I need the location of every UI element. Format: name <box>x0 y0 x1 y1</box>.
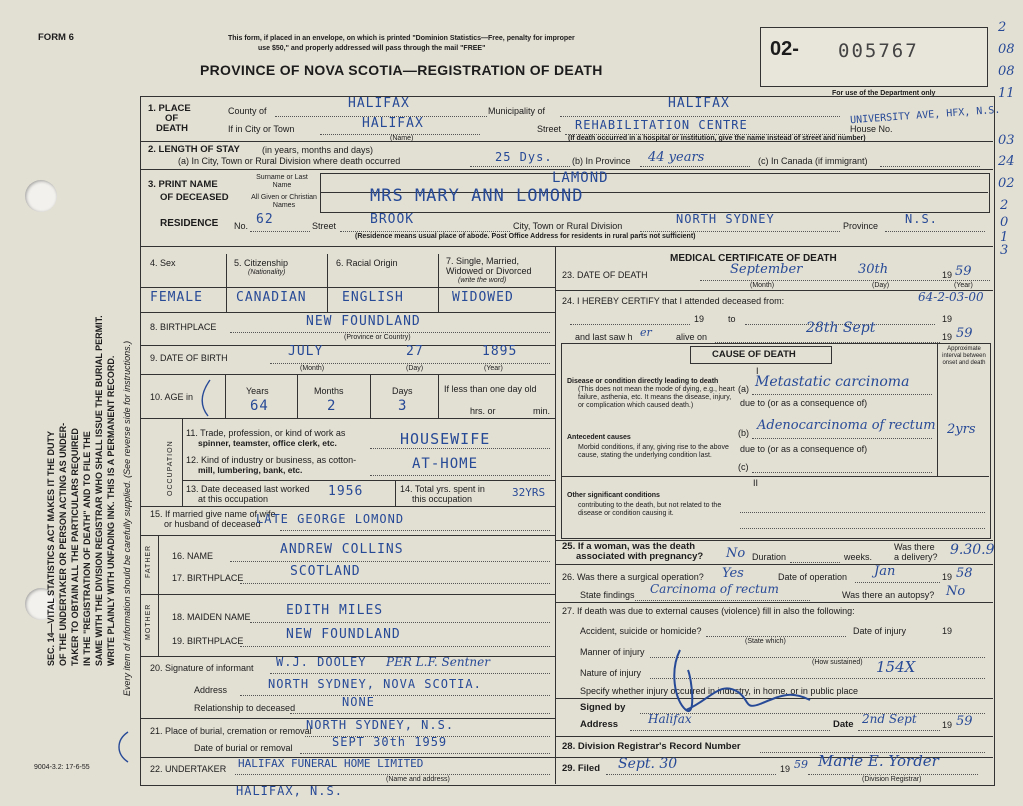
county-value: HALIFAX <box>348 96 410 111</box>
father-name: ANDREW COLLINS <box>280 542 404 557</box>
other-conditions-label: Other significant conditions <box>567 492 660 499</box>
code-7: 02 <box>998 176 1015 191</box>
race-label: 6. Racial Origin <box>336 258 398 268</box>
pencil-mark-bottom <box>112 728 136 768</box>
cause-roman-i: I <box>756 366 759 376</box>
occ-11-value: HOUSEWIFE <box>400 430 491 448</box>
dob-day: 27 <box>406 344 424 359</box>
dob-label: 9. DATE OF BIRTH <box>150 353 228 363</box>
relationship-value: NONE <box>342 695 375 709</box>
side-text-4: IN THE "REGISTRATION OF DEATH" AND TO FILE THE <box>82 431 92 666</box>
burial-date-label: Date of burial or removal <box>194 743 293 753</box>
form-title: PROVINCE OF NOVA SCOTIA—REGISTRATION OF DEATH <box>200 62 603 78</box>
code-5: 03 <box>998 133 1015 148</box>
disease-note: (This does not mean the mode of dying, e.g., heart failure, asthenia, etc. It means the disease, injury, or complication which caused death.) <box>578 386 735 409</box>
accident-label: Accident, suicide or homicide? <box>580 626 702 636</box>
filed-label: 29. Filed <box>562 763 601 774</box>
marital-label-1: 7. Single, Married, <box>446 256 520 266</box>
side-text-7: Every item of information should be carefully supplied. (See reverse side for instructions.) <box>122 340 132 696</box>
municipality-value: HALIFAX <box>668 96 730 111</box>
residence-street-label: Street <box>312 221 337 231</box>
residence-no-label: No. <box>234 221 249 231</box>
due-to-1: due to (or as a consequence of) <box>740 398 868 408</box>
external-causes-label: 27. If death was due to external causes (violence) fill in also the following: <box>562 606 855 616</box>
death-month-caption: (Month) <box>750 282 775 289</box>
registrar-signature: Marie E. Yorder <box>818 752 939 770</box>
undertaker-sub: (Name and address) <box>386 776 450 783</box>
age-years: 64 <box>250 398 269 414</box>
mother-birthplace-label: 19. BIRTHPLACE <box>172 636 244 646</box>
due-to-2: due to (or as a consequence of) <box>740 444 868 454</box>
residence-no: 62 <box>256 212 274 227</box>
residence-province-label: Province <box>843 221 879 231</box>
s2-a-label: (a) In City, Town or Rural Division where death occurred <box>178 156 401 166</box>
dob-year: 1895 <box>482 344 518 359</box>
citizenship-sub: (Nationality) <box>248 269 286 276</box>
cause-roman-ii: II <box>753 478 759 488</box>
age-days: 3 <box>398 398 408 414</box>
side-text-2: OF THE UNDERTAKER OR PERSON ACTING AS UNDER- <box>58 422 68 666</box>
burial-place: NORTH SYDNEY, N.S. <box>306 718 455 732</box>
dob-month: JULY <box>288 344 324 359</box>
dob-month-caption: (Month) <box>300 365 325 372</box>
pregnancy-value: No <box>726 546 746 561</box>
injury-19: 19 <box>942 626 953 636</box>
s2-c-label: (c) In Canada (if immigrant) <box>758 156 868 166</box>
s3-label-2: OF DECEASED <box>160 192 229 203</box>
occ-12-a: 12. Kind of industry or business, as cotton- <box>186 455 357 465</box>
side-text-5: SAME WITH THE DIVISION REGISTRAR WHO SHALL ISSUE THE BURIAL PERMIT. <box>94 315 104 666</box>
address-label: Address <box>580 719 619 730</box>
informant-label: 20. Signature of informant <box>150 663 254 673</box>
relationship-label: Relationship to deceased <box>194 703 296 713</box>
surgery-year: 58 <box>956 566 973 581</box>
antecedent-label: Antecedent causes <box>567 434 631 441</box>
physician-signature <box>640 640 840 720</box>
registration-number: 005767 <box>838 40 919 62</box>
surgery-date: Jan <box>874 564 896 579</box>
min-label: min. <box>533 406 551 416</box>
manner-label: Manner of injury <box>580 647 645 657</box>
spouse-label-2: or husband of deceased <box>164 519 261 529</box>
code-6: 24 <box>998 154 1015 169</box>
age-months-header: Months <box>314 386 344 396</box>
name-value: MRS MARY ANN LOMOND <box>370 186 584 206</box>
signed-by-label: Signed by <box>580 702 626 713</box>
nature-code: 154X <box>876 658 916 676</box>
surname-label: Surname or Last Name <box>256 174 308 189</box>
marital-label-3: (write the word) <box>458 277 507 284</box>
occ-13-value: 1956 <box>328 484 364 499</box>
filed-19: 19 <box>780 764 791 774</box>
code-9: 0 <box>1000 215 1009 230</box>
mother-name: EDITH MILES <box>286 603 384 618</box>
code-8: 2 <box>1000 198 1009 213</box>
accident-sub: (State which) <box>745 638 786 645</box>
cause-b-value: Adenocarcinoma of rectum <box>757 418 936 433</box>
city-name-caption: (Name) <box>390 135 414 142</box>
interval-header: Approximate interval between onset and death <box>942 346 986 366</box>
surgery-19: 19 <box>942 572 953 582</box>
residence-city-label: City, Town or Rural Division <box>513 221 623 231</box>
s1-label-2: OF <box>165 113 179 124</box>
code-11: 3 <box>1000 243 1009 258</box>
code-1: 2 <box>998 20 1007 35</box>
other-conditions-note: contributing to the death, but not related to the disease or condition causing it. <box>578 502 722 517</box>
date-of-death-month: September <box>730 262 803 277</box>
date-of-death-19: 19 <box>942 270 953 280</box>
certify-code: 64-2-03-00 <box>918 290 984 304</box>
date-of-death-day: 30th <box>858 262 889 277</box>
occ-12-value: AT-HOME <box>412 456 479 472</box>
s3-label-1: 3. PRINT NAME <box>148 179 218 190</box>
residence-note: (Residence means usual place of abode. Post Office Address for residents in rural parts not sufficient) <box>355 233 696 240</box>
marital-value: WIDOWED <box>452 290 514 305</box>
undertaker-value: HALIFAX FUNERAL HOME LIMITED <box>238 757 424 770</box>
code-4: 11 <box>998 86 1015 101</box>
pencil-mark-top <box>196 376 220 436</box>
delivery-label-2: a delivery? <box>894 552 938 562</box>
street-label: Street <box>537 124 562 134</box>
occupation-side-label: OCCUPATION <box>167 440 174 496</box>
street-value: REHABILITATION CENTRE <box>575 118 748 132</box>
mother-side-label: MOTHER <box>145 603 152 640</box>
postage-notice-1: This form, if placed in an envelope, on which is printed "Dominion Statistics—Free, penalty for improper <box>228 35 575 42</box>
side-text-6: WRITE PLAINLY WITH UNFADING INK. THIS IS A PERMANENT RECORD. <box>106 355 116 666</box>
father-name-label: 16. NAME <box>172 551 214 561</box>
state-findings-label: State findings <box>580 590 635 600</box>
occ-11-b: spinner, teamster, office clerk, etc. <box>198 438 337 448</box>
last-saw-label: and last saw h <box>575 332 633 342</box>
nature-label: Nature of injury <box>580 668 642 678</box>
residence-label: RESIDENCE <box>160 218 219 229</box>
s2-a-value: 25 Dys. <box>495 150 553 164</box>
date-19: 19 <box>942 720 953 730</box>
cause-a-label: (a) <box>738 384 749 394</box>
residence-street: BROOK <box>370 212 415 227</box>
s2-b-value: 44 years <box>648 150 705 165</box>
last-saw-her: er <box>640 326 652 339</box>
cause-b-interval: 2yrs <box>947 422 976 437</box>
punch-hole-top <box>25 180 57 212</box>
cause-b-label: (b) <box>738 428 749 438</box>
surgery-date-label: Date of operation <box>778 572 848 582</box>
department-use-note: For use of the Department only <box>832 90 936 97</box>
age-label: 10. AGE in <box>150 392 194 402</box>
death-day-caption: (Day) <box>872 282 890 289</box>
county-label: County of <box>228 106 267 116</box>
informant-value: W.J. DOOLEY <box>276 655 367 669</box>
informant-address-label: Address <box>194 685 228 695</box>
hospital-note: (If death occurred in a hospital or institution, give the name instead of street and number) <box>568 135 866 142</box>
record-number-label: 28. Division Registrar's Record Number <box>562 741 741 752</box>
code-2: 08 <box>998 42 1015 57</box>
date-of-death-year: 59 <box>955 264 972 279</box>
postage-notice-2: use $50," and properly addressed will pass through the mail "FREE" <box>258 45 486 52</box>
dob-year-caption: (Year) <box>484 365 503 372</box>
occ-14-a: 14. Total yrs. spent in <box>400 484 485 494</box>
form-code: 9004-3.2: 17-6-55 <box>34 764 90 771</box>
certify-19b: 19 <box>942 314 953 324</box>
date-value: 2nd Sept <box>862 712 917 726</box>
burial-date: SEPT 30th 1959 <box>332 735 448 749</box>
municipality-label: Municipality of <box>488 106 546 116</box>
citizenship-label: 5. Citizenship <box>234 258 289 268</box>
burial-place-label: 21. Place of burial, cremation or removal <box>150 726 312 736</box>
side-text-3: TAKER TO OBTAIN ALL THE PARTICULARS REQUIRED <box>70 428 80 666</box>
surname-overwrite: LAMOND <box>552 170 609 186</box>
occ-11-a: 11. Trade, profession, or kind of work as <box>186 428 346 438</box>
alive-on-label: alive on <box>676 332 708 342</box>
undertaker-label: 22. UNDERTAKER <box>150 764 227 774</box>
undertaker-address: HALIFAX, N.S. <box>236 784 343 798</box>
dob-day-caption: (Day) <box>406 365 424 372</box>
delivery-label-1: Was there <box>894 542 935 552</box>
address-value: Halifax <box>648 712 692 726</box>
residence-city: NORTH SYDNEY <box>676 212 775 226</box>
date-of-death-label: 23. DATE OF DEATH <box>562 270 648 280</box>
certify-19a: 19 <box>694 314 705 324</box>
injury-date-label: Date of injury <box>853 626 907 636</box>
sex-value: FEMALE <box>150 290 203 305</box>
pregnancy-label-1: 25. If a woman, was the death <box>562 541 696 552</box>
s2-sub: (in years, months and days) <box>262 145 374 155</box>
s1-label-1: 1. PLACE <box>148 103 191 114</box>
informant-per: PER L.F. Sentner <box>386 655 490 669</box>
house-label: House No. <box>850 124 893 134</box>
autopsy-value: No <box>946 584 966 599</box>
hrs-label: hrs. or <box>470 406 496 416</box>
father-side-label: FATHER <box>145 544 152 578</box>
certify-label: 24. I HEREBY CERTIFY that I attended deceased from: <box>562 296 785 306</box>
cause-c-label: (c) <box>738 462 749 472</box>
cause-a-value: Metastatic carcinoma <box>755 374 910 390</box>
state-findings-value: Carcinoma of rectum <box>650 582 779 596</box>
father-birthplace: SCOTLAND <box>290 564 361 579</box>
filed-date: Sept. 30 <box>618 756 678 772</box>
cause-header: CAUSE OF DEATH <box>712 349 796 360</box>
age-months: 2 <box>327 398 337 414</box>
manner-sub: (How sustained) <box>812 659 863 666</box>
autopsy-label: Was there an autopsy? <box>842 590 935 600</box>
registration-prefix: 02- <box>770 38 799 60</box>
pregnancy-duration-label: Duration <box>752 552 787 562</box>
form-number: FORM 6 <box>38 32 74 43</box>
occ-14-value: 32YRS <box>512 486 546 499</box>
city-label: If in City or Town <box>228 124 295 134</box>
specify-label: Specify whether injury occurred in industry, in home, or in public place <box>580 686 858 696</box>
birthplace-label: 8. BIRTHPLACE <box>150 322 217 332</box>
birthplace-value: NEW FOUNDLAND <box>306 314 421 329</box>
occ-13-a: 13. Date deceased last worked <box>186 484 310 494</box>
citizenship-value: CANADIAN <box>236 290 307 305</box>
date-year: 59 <box>956 714 973 729</box>
surgery-label: 26. Was there a surgical operation? <box>562 572 704 582</box>
age-days-header: Days <box>392 386 413 396</box>
pregnancy-label-2: associated with pregnancy? <box>576 551 704 562</box>
given-names-label: All Given or Christian Names <box>251 194 317 209</box>
last-saw-year: 59 <box>956 326 973 341</box>
date-label: Date <box>833 719 854 730</box>
sex-label: 4. Sex <box>150 258 176 268</box>
house-note: UNIVERSITY AVE, HFX, N.S. <box>849 104 1001 127</box>
occ-13-b: at this occupation <box>198 494 269 504</box>
s2-b-label: (b) In Province <box>572 156 631 166</box>
death-year-caption: (Year) <box>954 282 973 289</box>
birthplace-sub: (Province or Country) <box>344 334 411 341</box>
occ-14-b: this occupation <box>412 494 473 504</box>
mother-name-label: 18. MAIDEN NAME <box>172 612 251 622</box>
code-10: 1 <box>1000 230 1009 245</box>
father-birthplace-label: 17. BIRTHPLACE <box>172 573 244 583</box>
side-text-1: SEC. 14—VITAL STATISTICS ACT MAKES IT THE DUTY <box>46 430 56 666</box>
filed-year: 59 <box>794 758 808 771</box>
registrar-sub: (Division Registrar) <box>862 776 922 783</box>
code-3: 08 <box>998 64 1015 79</box>
s1-label-3: DEATH <box>156 123 189 134</box>
residence-province: N.S. <box>905 212 938 226</box>
mother-birthplace: NEW FOUNDLAND <box>286 627 401 642</box>
last-saw-date: 28th Sept <box>806 320 876 336</box>
informant-address: NORTH SYDNEY, NOVA SCOTIA. <box>268 677 482 691</box>
antecedent-note: Morbid conditions, if any, giving rise to the above cause, stating the underlying condition last. <box>578 444 729 459</box>
city-value: HALIFAX <box>362 116 424 131</box>
last-saw-19: 19 <box>942 332 953 342</box>
certify-to: to <box>728 314 736 324</box>
occ-12-b: mill, lumbering, bank, etc. <box>198 465 303 475</box>
medical-header: MEDICAL CERTIFICATE OF DEATH <box>670 253 837 264</box>
marital-label-2: Widowed or Divorced <box>446 266 532 276</box>
pregnancy-weeks-label: weeks. <box>844 552 873 562</box>
age-years-header: Years <box>246 386 269 396</box>
less-than-day-label: If less than one day old <box>444 384 537 394</box>
disease-label: Disease or condition directly leading to death <box>567 378 719 385</box>
delivery-value: 9.30.9 <box>950 542 995 558</box>
spouse-label-1: 15. If married give name of wife <box>150 509 276 519</box>
surgery-value: Yes <box>722 566 744 581</box>
spouse-value: LATE GEORGE LOMOND <box>256 512 405 526</box>
race-value: ENGLISH <box>342 290 404 305</box>
s2-label: 2. LENGTH OF STAY <box>148 144 240 155</box>
